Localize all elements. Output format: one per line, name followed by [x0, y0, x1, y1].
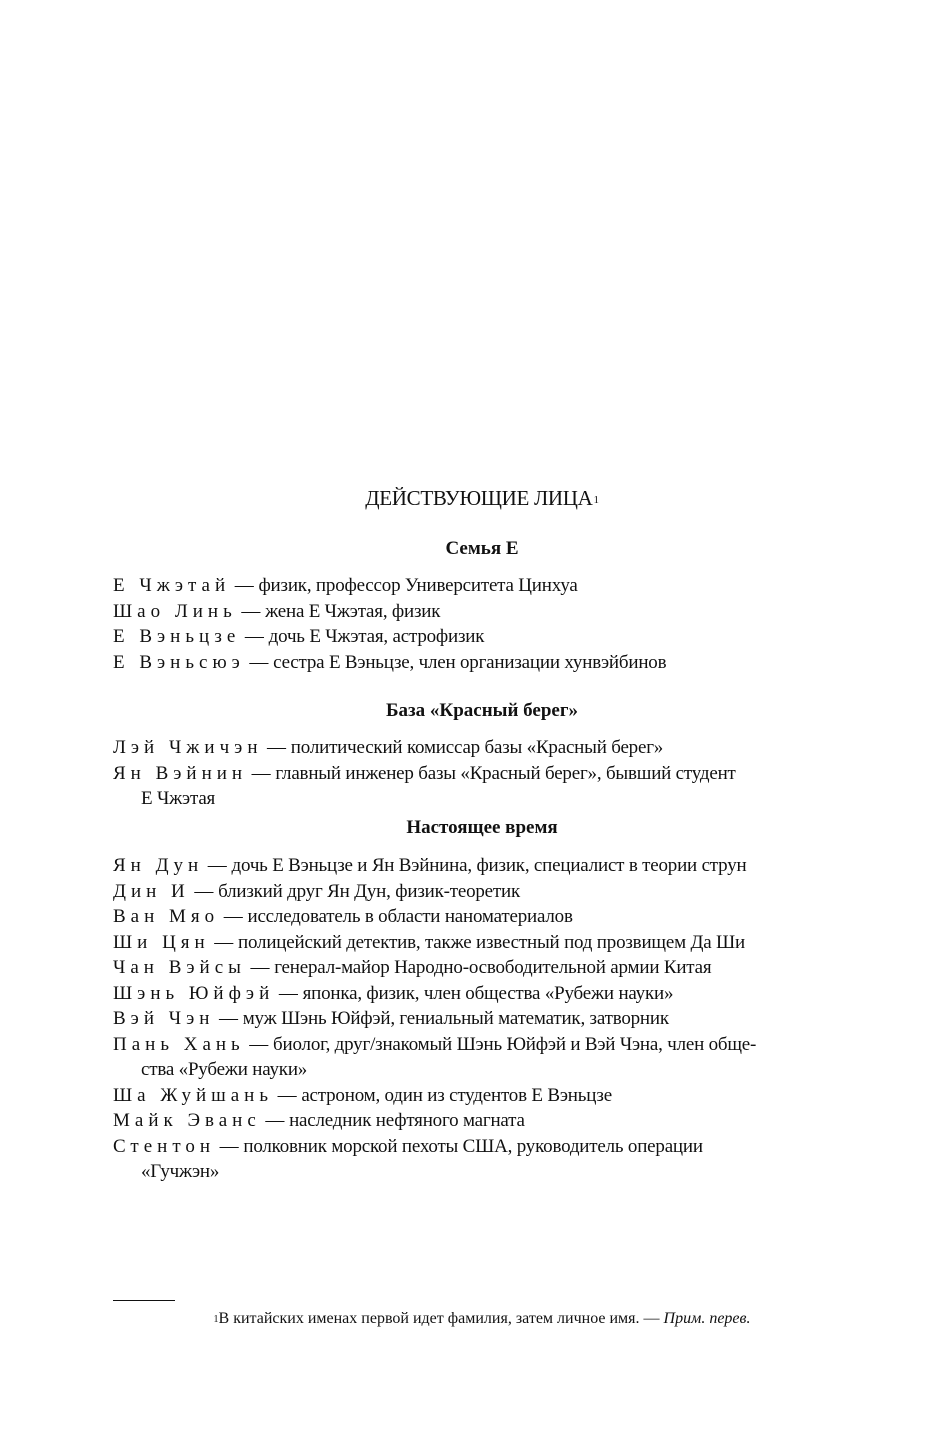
character-name: Шао Линь [113, 600, 237, 622]
character-entry: Е Вэньсюэ — сестра Е Вэньцзе, член организации хунвэйбинов [113, 651, 667, 673]
character-entry: Е Вэньцзе — дочь Е Чжэтая, астрофизик [113, 626, 485, 647]
character-entry: Майк Эванс — наследник нефтяного магната [113, 1110, 525, 1131]
character-name: Стентон [113, 1135, 216, 1157]
character-name: Е Вэньцзе [113, 626, 241, 647]
character-name: Чан Вэйсы [113, 957, 246, 978]
character-description: биолог, друг/знакомый Шэнь Юйфэй и Вэй Чэна, член обще- [273, 1033, 757, 1055]
character-description: полковник морской пехоты США, руководитель операции [243, 1135, 703, 1157]
character-description: наследник нефтяного магната [289, 1110, 525, 1131]
character-description: главный инженер базы «Красный берег», бывший студент [275, 762, 736, 784]
character-entry: Е Чжэтай — физик, профессор Университета Цинхуа [113, 575, 578, 596]
character-description-continuation: «Гучжэн» [141, 1161, 220, 1182]
character-name: Лэй Чжичэн [113, 737, 263, 758]
character-description: дочь Е Вэньцзе и Ян Вэйнина, физик, специалист в теории струн [231, 855, 747, 876]
section-heading-present: Настоящее время [406, 817, 558, 838]
character-entry: Стентон — полковник морской пехоты США, руководитель операции «Гучжэн» [113, 1134, 851, 1185]
character-entry: Дин И — близкий друг Ян Дун, физик-теоретик [113, 880, 521, 902]
character-entry: Ши Цян — полицейский детектив, также известный под прозвищем Да Ши [113, 931, 745, 953]
character-name: Е Вэньсюэ [113, 651, 245, 673]
character-entry: Вэй Чэн — муж Шэнь Юйфэй, гениальный математик, затворник [113, 1008, 669, 1029]
section-heading-red-coast: База «Красный берег» [385, 700, 578, 721]
character-entry: Ван Мяо — исследователь в области наноматериалов [113, 906, 573, 927]
character-name: Ван Мяо [113, 906, 220, 927]
character-name: Ян Вэйнин [113, 762, 248, 784]
character-description: полицейский детектив, также известный под прозвищем Да Ши [238, 931, 745, 953]
footnote-text: В китайских именах первой идет фамилия, затем личное имя. — [218, 1310, 664, 1327]
character-description: близкий друг Ян Дун, физик-теоретик [218, 880, 521, 902]
character-entry: Лэй Чжичэн — политический комиссар базы «Красный берег» [113, 737, 664, 758]
character-name: Е Чжэтай [113, 575, 231, 596]
character-entry: Пань Хань — биолог, друг/знакомый Шэнь Юйфэй и Вэй Чэна, член обще- ства «Рубежи науки» [113, 1032, 851, 1083]
page-title-text: ДЕЙСТВУЮЩИЕ ЛИЦА [365, 486, 593, 510]
character-description: японка, физик, член общества «Рубежи науки» [302, 982, 674, 1004]
section-family-list [113, 573, 851, 675]
page-title [113, 484, 851, 512]
character-description: муж Шэнь Юйфэй, гениальный математик, затворник [242, 1008, 669, 1029]
character-description: дочь Е Чжэтая, астрофизик [268, 626, 485, 647]
character-entry: Шао Линь — жена Е Чжэтая, физик [113, 600, 441, 622]
character-entry: Ян Вэйнин — главный инженер базы «Красный берег», бывший студент Е Чжэтая [113, 761, 851, 812]
footnote-attribution: Прим. перев. [663, 1310, 751, 1327]
footnote [113, 1308, 851, 1330]
section-present-list [113, 853, 851, 1185]
character-description-continuation: Е Чжэтая [141, 788, 216, 809]
character-description: исследователь в области наноматериалов [247, 906, 573, 927]
character-description: астроном, один из студентов Е Вэньцзе [301, 1084, 612, 1106]
character-entry: Ян Дун — дочь Е Вэньцзе и Ян Вэйнина, физик, специалист в теории струн [113, 855, 747, 876]
character-name: Ша Жуйшань [113, 1084, 274, 1106]
footnote-marker: 1 [213, 1314, 219, 1325]
character-entry: Шэнь Юйфэй — японка, физик, член общества «Рубежи науки» [113, 982, 674, 1004]
title-footnote-marker: 1 [593, 494, 599, 506]
character-name: Майк Эванс [113, 1110, 261, 1131]
footnote-divider [113, 1300, 175, 1301]
section-red-coast-list [113, 735, 851, 812]
character-description: политический комиссар базы «Красный берег» [290, 737, 664, 758]
character-name: Ян Дун [113, 855, 204, 876]
character-description: жена Е Чжэтая, физик [265, 600, 441, 622]
character-description: физик, профессор Университета Цинхуа [258, 575, 578, 596]
character-description-continuation: ства «Рубежи науки» [141, 1059, 308, 1080]
character-entry: Ша Жуйшань — астроном, один из студентов Е Вэньцзе [113, 1084, 612, 1106]
character-description: генерал-майор Народно-освободительной армии Китая [274, 957, 712, 978]
character-description: сестра Е Вэньцзе, член организации хунвэйбинов [273, 651, 667, 673]
character-name: Шэнь Юйфэй [113, 982, 275, 1004]
character-name: Вэй Чэн [113, 1008, 215, 1029]
character-entry: Чан Вэйсы — генерал-майор Народно-освободительной армии Китая [113, 957, 712, 978]
section-heading-family: Семья Е [445, 538, 519, 559]
character-name: Пань Хань [113, 1033, 245, 1055]
character-name: Ши Цян [113, 931, 210, 953]
character-name: Дин И [113, 880, 190, 902]
